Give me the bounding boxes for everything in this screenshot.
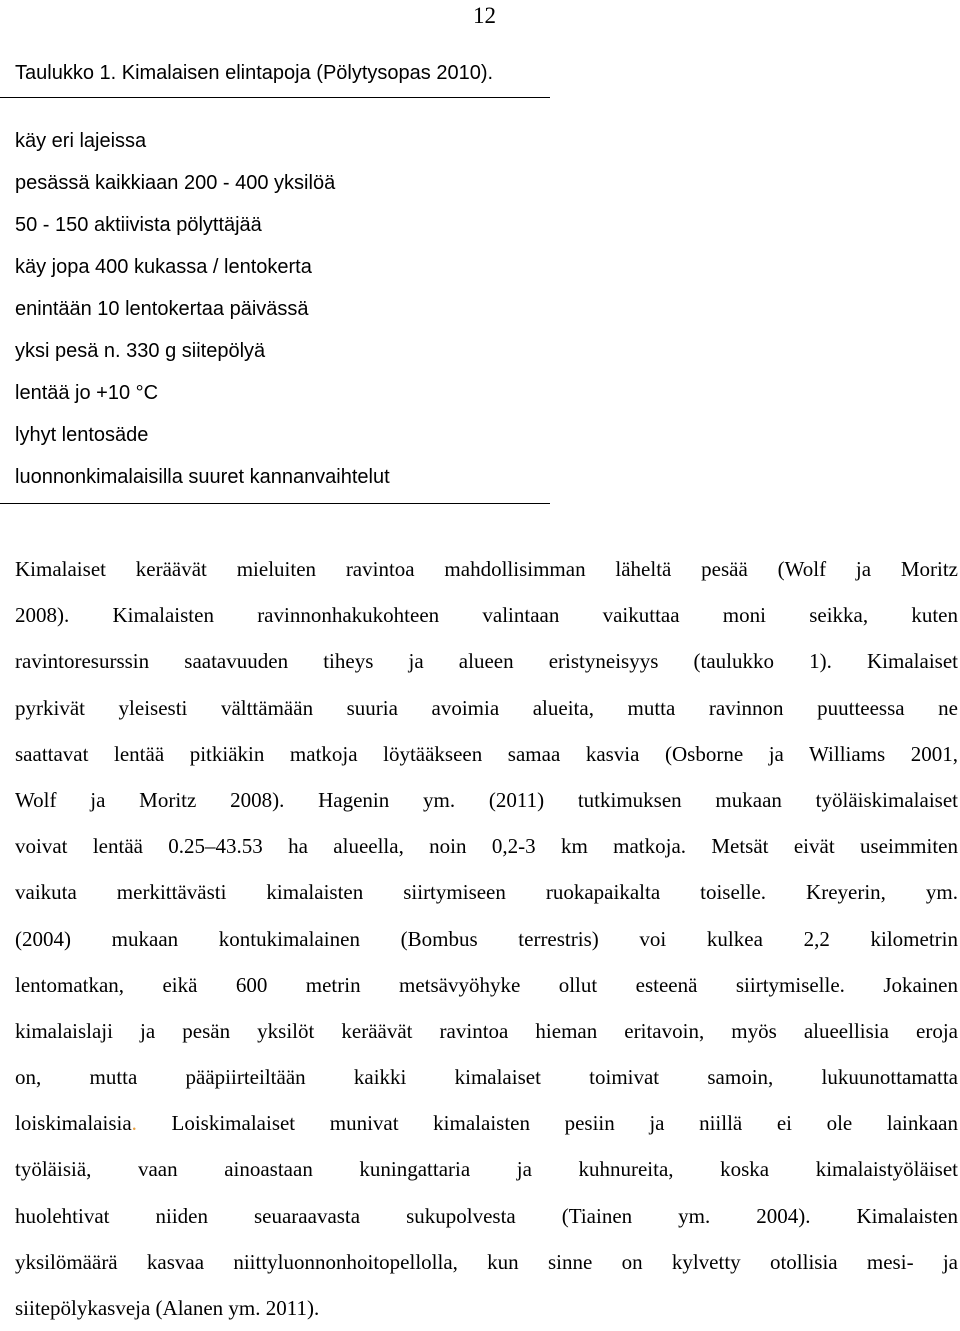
table-row: käy eri lajeissa: [15, 130, 147, 152]
paragraph-line: 2008). Kimalaisten ravinnonhakukohteen valintaan vaikuttaa moni seikka, kuten: [15, 603, 958, 628]
table-top-rule: [0, 97, 550, 98]
table-caption: Taulukko 1. Kimalaisen elintapoja (Pölytysopas 2010).: [15, 62, 494, 84]
paragraph-line: Wolf ja Moritz 2008). Hagenin ym. (2011) tutkimuksen mukaan työläiskimalaiset: [15, 787, 958, 812]
table-row: lyhyt lentosäde: [15, 424, 149, 446]
paragraph-line: on, mutta pääpiirteiltään kaikki kimalaiset toimivat samoin, lukuunottamatta: [15, 1065, 958, 1090]
table-row: luonnonkimalaisilla suuret kannanvaihtelut: [15, 466, 390, 488]
paragraph-line: lentomatkan, eikä 600 metrin metsävyöhyke ollut esteenä siirtymiselle. Jokainen: [15, 972, 958, 997]
table-row: yksi pesä n. 330 g siitepölyä: [15, 340, 266, 362]
paragraph-line: kimalaislaji ja pesän yksilöt keräävät ravintoa hieman eritavoin, myös alueellisia eroja: [15, 1018, 958, 1043]
table-rows: [15, 120, 390, 498]
paragraph-line: ravintoresurssin saatavuuden tiheys ja alueen eristyneisyys (taulukko 1). Kimalaiset: [15, 649, 958, 674]
highlighted-period: .: [131, 1111, 137, 1136]
paragraph-text: loiskimalaisia: [15, 1111, 132, 1136]
paragraph-line: työläisiä, vaan ainoastaan kuningattaria ja kuhnureita, koska kimalaistyöläiset: [15, 1157, 958, 1182]
table-row: pesässä kaikkiaan 200 - 400 yksilöä: [15, 172, 336, 194]
paragraph-line: pyrkivät yleisesti välttämään suuria avoimia alueita, mutta ravinnon puutteessa ne: [15, 695, 958, 720]
paragraph-text: Loiskimalaiset munivat kimalaisten pesiin ja niillä ei ole lainkaan: [136, 1111, 958, 1136]
paragraph-line: voivat lentää 0.25–43.53 ha alueella, noin 0,2-3 km matkoja. Metsät eivät useimmiten: [15, 834, 958, 859]
paragraph-line: [15, 1100, 958, 1146]
paragraph-line: saattavat lentää pitkiäkin matkoja löytääkseen samaa kasvia (Osborne ja Williams 2001,: [15, 741, 958, 766]
body-paragraph: [15, 546, 958, 1331]
paragraph-line: (2004) mukaan kontukimalainen (Bombus terrestris) voi kulkea 2,2 kilometrin: [15, 926, 958, 951]
table-bottom-rule: [0, 503, 550, 504]
paragraph-line: vaikuta merkittävästi kimalaisten siirtymiseen ruokapaikalta toiselle. Kreyerin, ym.: [15, 880, 958, 905]
table-row: käy jopa 400 kukassa / lentokerta: [15, 256, 312, 278]
paragraph-line: yksilömäärä kasvaa niittyluonnonhoitopellolla, kun sinne on kylvetty otollisia mesi- ja: [15, 1249, 958, 1274]
table-row: lentää jo +10 °C: [15, 382, 159, 404]
table-row: 50 - 150 aktiivista pölyttäjää: [15, 214, 262, 236]
page-number: 12: [473, 3, 496, 28]
paragraph-line: huolehtivat niiden seuaraavasta sukupolvesta (Tiainen ym. 2004). Kimalaisten: [15, 1203, 958, 1228]
paragraph-line: Kimalaiset keräävät mieluiten ravintoa mahdollisimman läheltä pesää (Wolf ja Moritz: [15, 557, 958, 581]
paragraph-last-line: siitepölykasveja (Alanen ym. 2011).: [15, 1296, 320, 1320]
table-row: enintään 10 lentokertaa päivässä: [15, 298, 309, 320]
